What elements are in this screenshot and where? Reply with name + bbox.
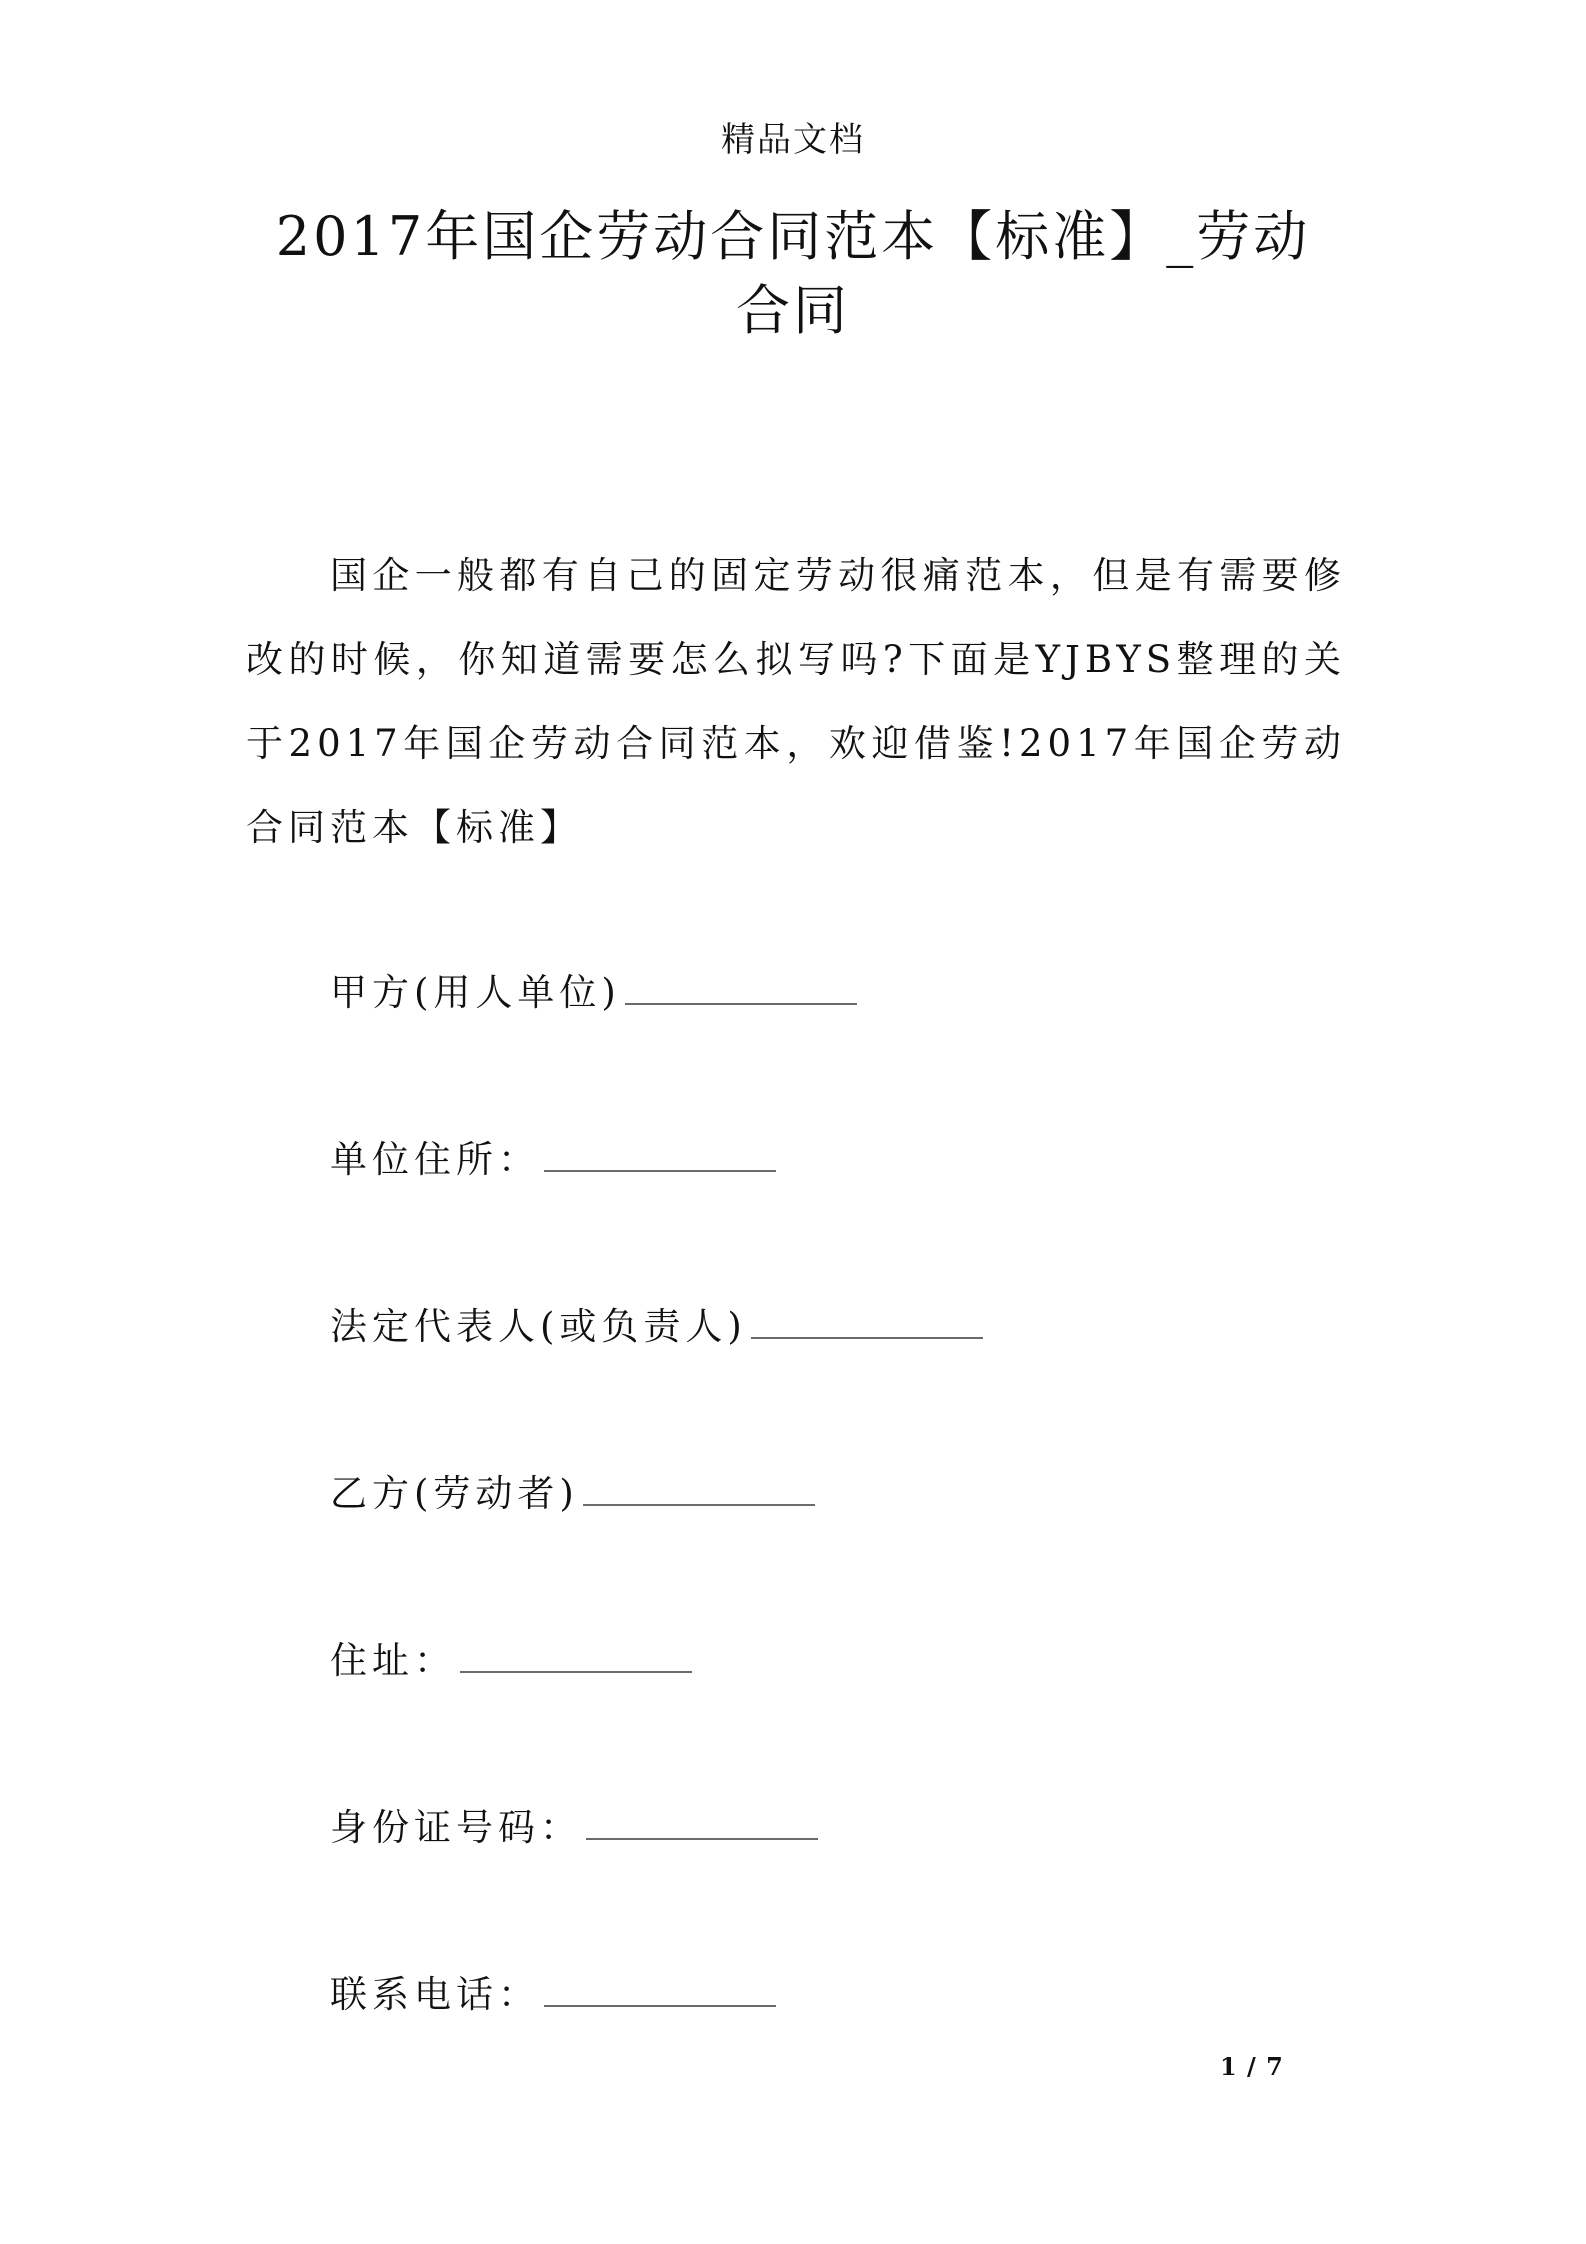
fill-in-blank [586,1834,818,1840]
party-a-employer-field [330,968,857,1018]
field-label: 甲方(用人单位) [330,971,621,1014]
fill-in-blank [625,999,857,1005]
fill-in-blank [544,1166,776,1172]
fill-in-blank [460,1667,692,1673]
document-title: 2017年国企劳动合同范本【标准】_劳动合同 [275,205,1311,342]
field-label: 单位住所： [330,1138,540,1181]
page-header: 精品文档 [721,120,865,160]
page-number: 1 / 7 [1220,2052,1284,2081]
fill-in-blank [583,1500,815,1506]
field-label: 住址： [330,1639,456,1682]
phone-number-field [330,1970,776,2020]
field-label: 身份证号码： [330,1806,582,1849]
field-label: 法定代表人(或负责人) [330,1305,747,1348]
id-number-field [330,1803,818,1853]
field-label: 乙方(劳动者) [330,1472,579,1515]
fill-in-blank [544,2001,776,2007]
intro-paragraph: 国企一般都有自己的固定劳动很痛范本，但是有需要修改的时候，你知道需要怎么拟写吗?下面是YJBYS整理的关于2017年国企劳动合同范本，欢迎借鉴!2017年国企劳动合同范本【标准】 [246,554,1346,849]
party-b-employee-field [330,1469,815,1519]
employee-address-field [330,1636,692,1686]
field-label: 联系电话： [330,1973,540,2016]
legal-representative-field [330,1302,983,1352]
fill-in-blank [751,1333,983,1339]
employer-address-field [330,1135,776,1185]
